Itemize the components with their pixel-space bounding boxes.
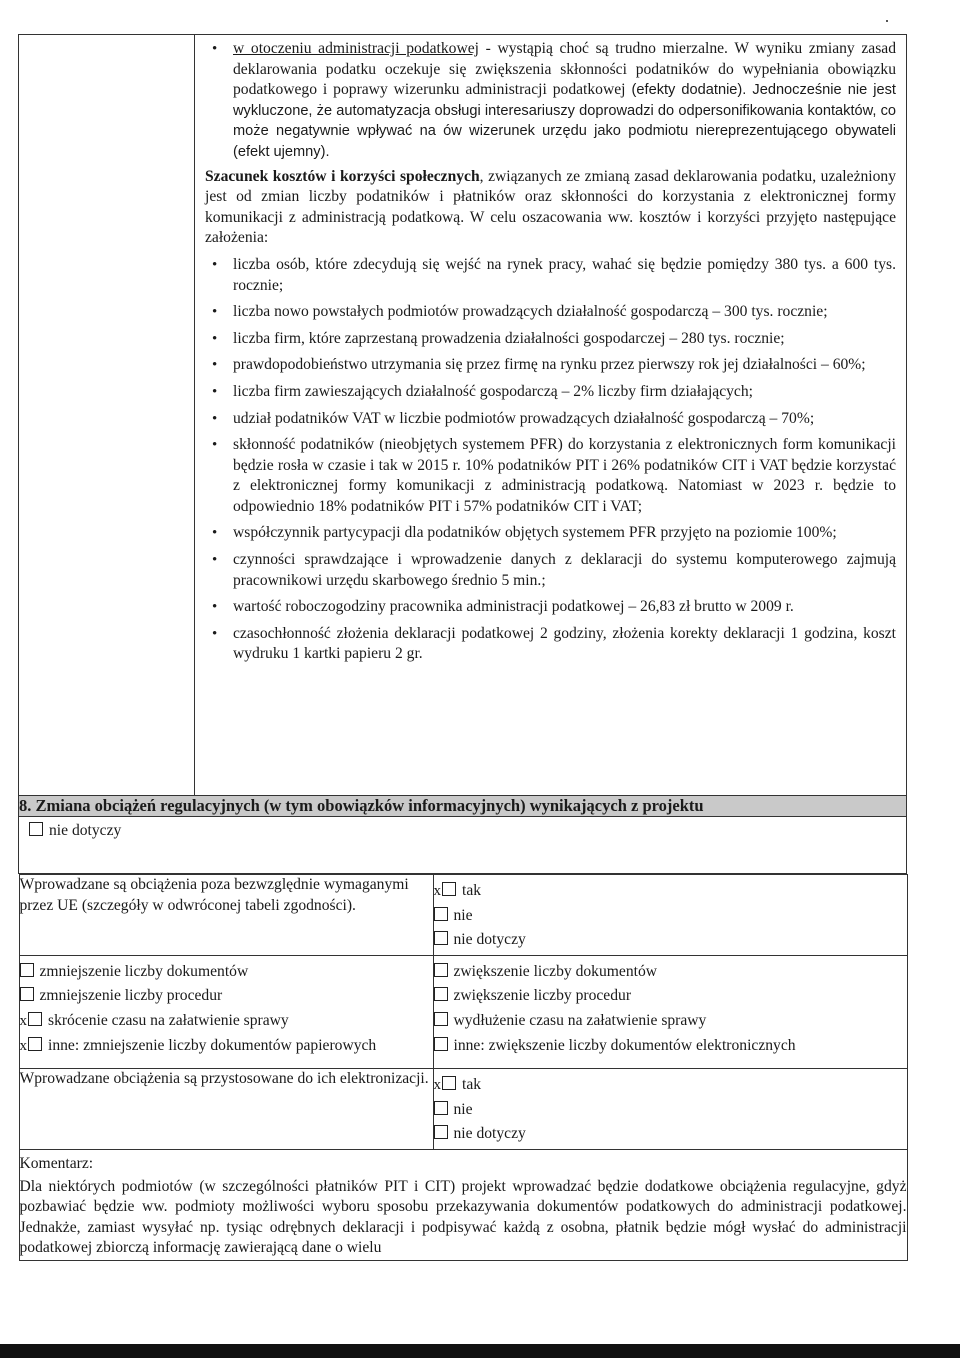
q2-label: nie xyxy=(453,1100,473,1118)
assumption-item: • prawdopodobieństwo utrzymania się przez firmę na rynku przez pierwszy rok jej działalności – 60%; xyxy=(205,355,896,376)
tax-administration-text: - wystąpią choć są trudno mierzalne. W wyniku zmiany zasad deklarowania podatku oczekuje się zwiększenia skłonności podatników do wypełniania obowiązku podatkowego i poprawy wizerunku administracji podatkowej xyxy=(233,40,896,99)
change-left-checkbox[interactable] xyxy=(20,987,34,1001)
change-left-checked-mark: x xyxy=(19,1012,27,1029)
change-left-label: zmniejszenie liczby dokumentów xyxy=(39,962,249,980)
section-8-inner-table xyxy=(19,874,908,1261)
not-applicable-checkbox[interactable] xyxy=(29,822,43,836)
q1-options-cell xyxy=(433,875,907,956)
q2-option[interactable] xyxy=(434,1100,907,1121)
section-8-body xyxy=(19,874,907,1261)
change-left-option[interactable] xyxy=(20,962,433,983)
q1-option[interactable] xyxy=(434,881,907,902)
scan-speck xyxy=(886,20,888,22)
assumption-item: • liczba firm zawieszających działalność gospodarczą – 2% liczby firm działających; xyxy=(205,382,896,403)
change-right-label: zwiększenie liczby dokumentów xyxy=(453,962,658,980)
section-8-title: 8. Zmiana obciążeń regulacyjnych (w tym obowiązków informacyjnych) wynikających z projektu xyxy=(19,796,704,815)
change-left-label: skrócenie czasu na załatwienie sprawy xyxy=(48,1011,289,1029)
assessment-table xyxy=(18,34,907,1261)
assumption-item: • skłonność podatników (nieobjętych systemem PFR) do korzystania z elektronicznych form komunikacji będzie rosła w czasie i tak w 2015 r. 10% podatników PIT i 26% podatników CIT i VAT będzie korzystać z elektronicznej formy komunikacji z administracją podatkową. Natomiast w 2023 r. będzie to odpowiednio 18% podatników PIT i 57% podatników CIT i VAT; xyxy=(205,435,896,517)
estimate-paragraph xyxy=(205,167,896,249)
section-8-header xyxy=(19,796,907,817)
q2-options-cell xyxy=(433,1069,907,1150)
scan-bottom-edge xyxy=(0,1344,960,1358)
q1-label: nie dotyczy xyxy=(453,931,526,949)
change-left-label: zmniejszenie liczby procedur xyxy=(39,987,223,1005)
change-left-checkbox[interactable] xyxy=(28,1037,42,1051)
q1-checkbox[interactable] xyxy=(434,931,448,945)
assumption-item: • liczba nowo powstałych podmiotów prowadzących działalność gospodarczą – 300 tys. rocznie; xyxy=(205,302,896,323)
change-left-checked-mark: x xyxy=(19,1037,27,1054)
estimate-heading: Szacunek kosztów i korzyści społecznych xyxy=(205,167,480,185)
change-right-label: zwiększenie liczby procedur xyxy=(453,987,632,1005)
document-page xyxy=(18,34,906,1261)
assumption-item: • współczynnik partycypacji dla podatników objętych systemem PFR przyjęto na poziomie 100%; xyxy=(205,523,896,544)
not-applicable-row xyxy=(19,817,907,874)
change-right-option[interactable] xyxy=(434,986,907,1007)
q1-checked-mark: x xyxy=(433,883,441,899)
change-right-checkbox[interactable] xyxy=(434,1037,448,1051)
change-left-option[interactable] xyxy=(20,1011,433,1032)
q1-question-text: Wprowadzane są obciążenia poza bezwzględnie wymaganymi przez UE (szczegóły w odwróconej tabeli zgodności). xyxy=(19,876,409,914)
costs-benefits-cell xyxy=(195,35,907,796)
comment-label: Komentarz: xyxy=(19,1154,94,1172)
assumption-item: • udział podatników VAT w liczbie podmiotów prowadzących działalność gospodarczą – 70%; xyxy=(205,409,896,430)
estimate-text: , związanych ze zmianą zasad deklarowania podatku, uzależniony jest od zmian liczby podatników i płatników oraz skłonności do korzystania z elektronicznej formy komunikacji z administracją podatkową. W celu oszacowania ww. kosztów i korzyści przyjęto następujące założenia: xyxy=(205,167,897,247)
assumption-item: • czasochłonność złożenia deklaracji podatkowej 2 godziny, złożenia korekty deklaracji 1 godzina, koszt wydruku 1 kartki papieru 2 gr. xyxy=(205,624,896,665)
tax-administration-underlined: w otoczeniu administracji podatkowej xyxy=(233,40,479,57)
q2-option[interactable] xyxy=(434,1124,907,1145)
tax-administration-bullet xyxy=(205,39,896,163)
change-left-label: inne: zmniejszenie liczby dokumentów papierowych xyxy=(48,1036,377,1054)
assumption-item: • liczba firm, które zaprzestaną prowadzenia działalności gospodarczej – 280 tys. rocznie; xyxy=(205,329,896,350)
comment-cell xyxy=(19,1149,907,1260)
tax-administration-sans-text: (efekty dodatnie). Jednocześnie nie jest wykluczone, że automatyzacja obsługi interesariuszy doprowadzi do odpersonifikowania kontaktów, co może negatywnie wpływać na ów wizerunek urzędu jako podmiotu niereprezentującego obywateli (efekt ujemny). xyxy=(233,82,896,160)
assumption-item: • czynności sprawdzające i wprowadzenie danych z deklaracji do systemu komputerowego zajmują pracownikowi urzędu skarbowego średnio 5 min.; xyxy=(205,550,896,591)
q1-question-cell xyxy=(19,875,433,956)
change-right-option[interactable] xyxy=(434,1036,907,1057)
q2-checkbox[interactable] xyxy=(442,1076,456,1090)
q2-checkbox[interactable] xyxy=(434,1101,448,1115)
change-right-option[interactable] xyxy=(434,962,907,983)
q2-label: tak xyxy=(462,1076,482,1094)
q2-label: nie dotyczy xyxy=(453,1125,526,1143)
change-right-checkbox[interactable] xyxy=(434,963,448,977)
change-right-label: wydłużenie czasu na załatwienie sprawy xyxy=(453,1011,707,1029)
q1-checkbox[interactable] xyxy=(442,882,456,896)
q1-label: nie xyxy=(453,906,473,924)
q1-option[interactable] xyxy=(434,930,907,951)
change-left-option[interactable] xyxy=(20,986,433,1007)
changes-right-cell xyxy=(433,955,907,1068)
change-right-checkbox[interactable] xyxy=(434,987,448,1001)
left-empty-cell xyxy=(19,35,195,796)
not-applicable-option[interactable] xyxy=(29,822,121,839)
q1-option[interactable] xyxy=(434,906,907,927)
change-right-option[interactable] xyxy=(434,1011,907,1032)
q2-checked-mark: x xyxy=(433,1077,441,1094)
comment-text: Dla niektórych podmiotów (w szczególności płatników PIT i CIT) projekt wprowadzać będzie dodatkowe obciążenia regulacyjne, gdyż pozbawiać będzie ww. podmioty możliwości wyboru sposobu przekazywania dokumentów podatkowych do administracji podatkowej. Jednakże, zamiast wysyłać np. tysiąc odrębnych deklaracji i podpisywać każdą z osobna, płatnik będzie mógł wysłać do administracji podatkowej zbiorczą informację zawierającą dane o wielu xyxy=(19,1177,907,1257)
change-right-checkbox[interactable] xyxy=(434,1012,448,1026)
q1-checkbox[interactable] xyxy=(434,907,448,921)
q2-question-text: Wprowadzane obciążenia są przystosowane do ich elektronizacji. xyxy=(19,1070,429,1088)
q2-option[interactable] xyxy=(434,1075,907,1096)
changes-left-cell xyxy=(19,955,433,1068)
change-left-checkbox[interactable] xyxy=(20,963,34,977)
change-right-label: inne: zwiększenie liczby dokumentów elektronicznych xyxy=(453,1036,796,1054)
assumption-item: • wartość roboczogodziny pracownika administracji podatkowej – 26,83 zł brutto w 2009 r. xyxy=(205,597,896,618)
change-left-checkbox[interactable] xyxy=(28,1012,42,1026)
assumptions-list xyxy=(205,255,896,665)
q1-label: tak xyxy=(462,882,482,899)
assumption-item: • liczba osób, które zdecydują się wejść na rynek pracy, wahać się będzie pomiędzy 380 tys. a 600 tys. rocznie; xyxy=(205,255,896,296)
not-applicable-label: nie dotyczy xyxy=(49,822,122,839)
q2-question-cell xyxy=(19,1069,433,1150)
impact-bullets xyxy=(205,39,896,163)
change-left-option[interactable] xyxy=(20,1036,433,1057)
q2-checkbox[interactable] xyxy=(434,1125,448,1139)
